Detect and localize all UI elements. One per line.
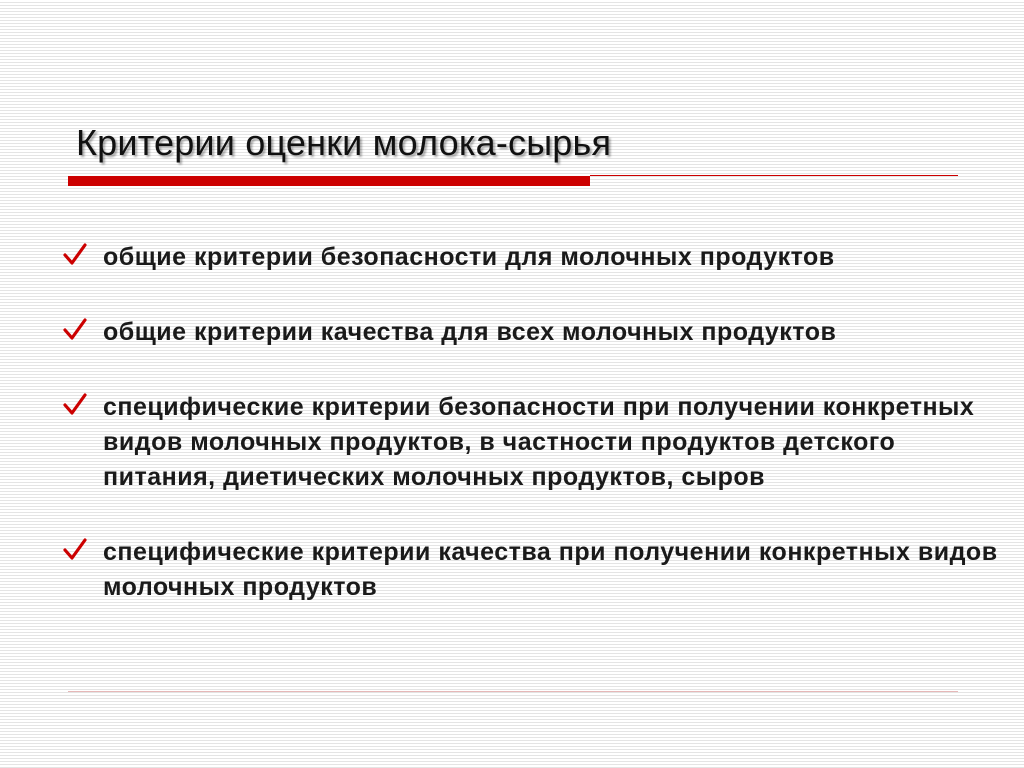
slide-title: Критерии оценки молока-сырья xyxy=(76,122,612,163)
footer-divider xyxy=(68,691,958,692)
title-underline-bar xyxy=(68,176,590,186)
bullet-text: общие критерии качества для всех молочных продуктов xyxy=(103,318,837,346)
checkmark-icon xyxy=(62,537,88,563)
checkmark-icon xyxy=(62,392,88,418)
bullet-item xyxy=(62,240,1002,275)
bullet-item xyxy=(62,315,1002,350)
bullet-text: общие критерии безопасности для молочных продуктов xyxy=(103,243,835,271)
checkmark-icon xyxy=(62,317,88,343)
bullet-text: специфические критерии качества при получении конкретных видов молочных продуктов xyxy=(103,538,998,601)
bullet-item xyxy=(62,535,1002,605)
bullet-item xyxy=(62,390,1002,495)
title-underline-rule xyxy=(590,175,958,176)
bullet-text: специфические критерии безопасности при получении конкретных видов молочных продуктов, в частности продуктов детского питания, диетических молочных продуктов, сыров xyxy=(103,393,975,491)
bullet-list xyxy=(62,240,1002,605)
checkmark-icon xyxy=(62,242,88,268)
